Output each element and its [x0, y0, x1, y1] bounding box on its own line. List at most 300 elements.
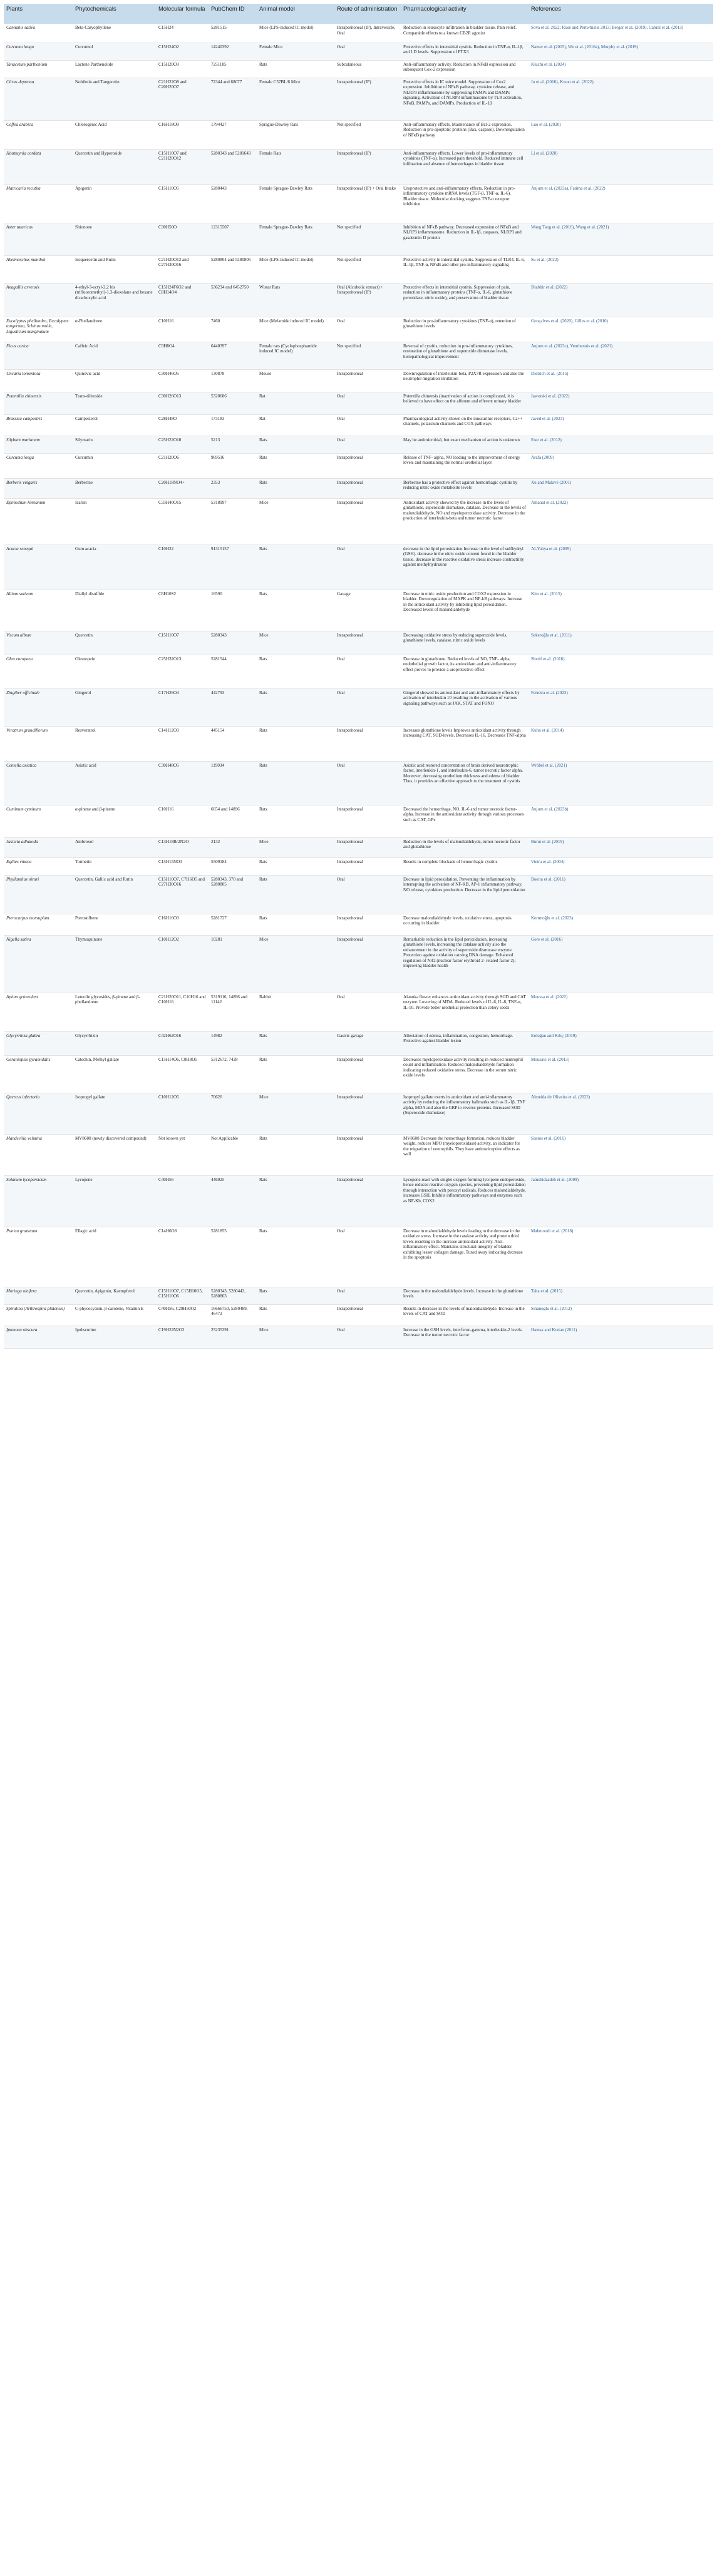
route-cell: Intraperitoneal	[334, 857, 401, 875]
pharmacological-activity-cell: Anti-inflammatory activity. Reduction in NFκB expression and subsequent Cox-2 expression	[401, 60, 529, 78]
table-row	[4, 688, 713, 726]
plant-cell: Citrus depressa	[4, 78, 73, 120]
pubchem-id-cell: 5213	[209, 436, 257, 453]
column-header-references: References	[529, 4, 713, 24]
reference-cell: Hamsa and Kuttan (2011)	[529, 1326, 713, 1348]
molecular-formula-cell: C14H12O3	[156, 726, 209, 761]
plant-cell: Veratrum grandiflorum	[4, 726, 73, 761]
plant-cell: Ipomoea obscura	[4, 1326, 73, 1348]
table-row	[4, 1175, 713, 1227]
molecular-formula-cell: C15H15NO3	[156, 857, 209, 875]
molecular-formula-cell: C20H18NO4+	[156, 478, 209, 498]
animal-model-cell: Mice (LPS-induced IC model)	[257, 24, 334, 43]
phytochemical-cell: Luteolin glycosides, β-pinene and β-phellandrene	[73, 993, 156, 1031]
reference-cell: Li et al. (2020)	[529, 149, 713, 184]
plant-cell: Viscum album	[4, 631, 73, 655]
route-cell: Oral	[334, 761, 401, 805]
pharmacological-activity-cell: Lycopene react with singlet oxygen forming lycopene endoperoxide, hence reduces reactive oxygen species, preventing lipid peroxidation through interaction with peroxyl radicals. Reduces malondialdehyde, increases GSH. Inhibits inflammatory pathways and enzymes such as NF-Kb, COX2	[401, 1175, 529, 1227]
animal-model-cell: Rats	[257, 914, 334, 935]
molecular-formula-cell: C15H10O7, C15H10O5, C15H10O6	[156, 1287, 209, 1304]
table-row	[4, 761, 713, 805]
molecular-formula-cell: C21H20O6	[156, 453, 209, 478]
reference-cell: Namer et al. (2015), Wu et al. (2016a), Murphy et al. (2019)	[529, 43, 713, 60]
pharmacological-activity-cell: Pharmacological activity shown on the muscarinic receptors, Ca++ channels, potassium channels and COX pathways	[401, 414, 529, 436]
animal-model-cell: Mice (LPS-induced IC model)	[257, 255, 334, 283]
pubchem-id-cell: 14240392	[209, 43, 257, 60]
phytochemical-cell: Icariin	[73, 498, 156, 544]
phytochemical-cell: Oleuropein	[73, 655, 156, 688]
reference-cell: Almeida de Oliveira et al. (2022)	[529, 1093, 713, 1134]
molecular-formula-cell: C14H6O8	[156, 1227, 209, 1287]
plant-cell: Tanacetum parthenium	[4, 60, 73, 78]
phytochemical-cell: α-pinene and β-pinene	[73, 805, 156, 837]
route-cell: Intraperitoneal	[334, 726, 401, 761]
animal-model-cell: Rat	[257, 414, 334, 436]
plant-cell: Abelmoschus manihot	[4, 255, 73, 283]
animal-model-cell: Rats	[257, 60, 334, 78]
route-cell: Oral	[334, 1227, 401, 1287]
reference-cell: Xu and Malavé (2001)	[529, 478, 713, 498]
pharmacological-activity-cell: Reduction in leukocyte infiltration in bladder tissue. Pain relief. Comparable effects to a known CB2R agonist	[401, 24, 529, 43]
reference-cell: Kuhn et al. (2014)	[529, 726, 713, 761]
table-row	[4, 1093, 713, 1134]
phytochemical-cell: Curcumin	[73, 453, 156, 478]
route-cell: Oral	[334, 43, 401, 60]
route-cell: Intraperitoneal	[334, 1093, 401, 1134]
phytochemical-cell: Ellagic acid	[73, 1227, 156, 1287]
phytochemical-cell: Beta-Caryophyllene	[73, 24, 156, 43]
table-row	[4, 78, 713, 120]
plant-cell: Moringa oleifera	[4, 1287, 73, 1304]
table-row	[4, 1055, 713, 1093]
phytochemical-cell: Catechin, Methyl gallate	[73, 1055, 156, 1093]
plant-cell: Punica granatum	[4, 1227, 73, 1287]
plant-cell: Nigella sativa	[4, 935, 73, 993]
reference-cell: Wang Tang et al. (2016), Wang et al. (2021)	[529, 223, 713, 255]
phytochemical-cell: Trans-tiliroside	[73, 392, 156, 414]
pharmacological-activity-cell: Inhibition of NFκB pathway. Decreased expression of NFκB and NLRP3 inflammasome. Reduction in IL-1β, caspases, NLRP3 and gasdermin D protein	[401, 223, 529, 255]
animal-model-cell: Rabbit	[257, 993, 334, 1031]
molecular-formula-cell: C30H50O	[156, 223, 209, 255]
route-cell: Oral	[334, 655, 401, 688]
reference-cell: Shabbir et al. (2022)	[529, 283, 713, 317]
route-cell: Oral	[334, 1326, 401, 1348]
pharmacological-activity-cell: Downregulation of interleukin-beta, P2X7R expression and also the neutrophil migration inhibition	[401, 369, 529, 392]
pharmacological-activity-cell: Results in decrease in the levels of malondialdehyde. Increase in the levels of CAT and SOD	[401, 1304, 529, 1326]
plant-cell: Zingiber officinale	[4, 688, 73, 726]
reference-cell: Gore et al. (2016)	[529, 935, 713, 993]
route-cell: Not specified	[334, 120, 401, 149]
animal-model-cell: Female Sprague-Dawley Rats	[257, 184, 334, 223]
phytochemical-cell: Resveratrol	[73, 726, 156, 761]
reference-cell: Anjum et al. (2023c), Vembennis et al. (2021)	[529, 342, 713, 369]
animal-model-cell: Rats	[257, 1134, 334, 1175]
table-row	[4, 1287, 713, 1304]
molecular-formula-cell: C10H12O2	[156, 935, 209, 993]
plant-cell: Apium graveolens	[4, 993, 73, 1031]
animal-model-cell: Rats	[257, 1227, 334, 1287]
pubchem-id-cell: 25235391	[209, 1326, 257, 1348]
plant-cell: Silybum marianum	[4, 436, 73, 453]
animal-model-cell: Rats	[257, 453, 334, 478]
table-row	[4, 342, 713, 369]
animal-model-cell: Sprague-Dawley Rats	[257, 120, 334, 149]
plant-cell: Phyllanthus niruri	[4, 875, 73, 914]
molecular-formula-cell: C13H18Br2N2O	[156, 837, 209, 857]
table-row	[4, 1227, 713, 1287]
phytochemical-cell: Quercetin	[73, 631, 156, 655]
phytochemical-cell: Lycopene	[73, 1175, 156, 1227]
plant-cell: Glycyrrhiza glabra	[4, 1031, 73, 1055]
pubchem-id-cell: 5318997	[209, 498, 257, 544]
pharmacological-activity-cell: Gingerol showed its antioxidant and anti-inflammatory effects by activation of interleukin 10 resulting in the activation of various signaling pathways such as JAK, STAT and FOXO	[401, 688, 529, 726]
phytochemical-cell: Nobiletin and Tangeretin	[73, 78, 156, 120]
table-row	[4, 149, 713, 184]
reference-cell: Sekeroğlu et al. (2011)	[529, 631, 713, 655]
pharmacological-activity-cell: Decrease in glutathione. Reduced levels of NO, TNF- alpha, endothelial growth factor, its antioxidant and anti-inflammatory effect proves to provide a uroprotective effect	[401, 655, 529, 688]
plant-cell: Coffea arabica	[4, 120, 73, 149]
table-row	[4, 498, 713, 544]
route-cell: Not specified	[334, 223, 401, 255]
table-row	[4, 369, 713, 392]
pharmacological-activity-cell: decrease in the lipid peroxidation Increase in the level of sulfhydryl (GSH). decrease in the nitric oxide content found in the bladder tissue. decrease in the reactive oxidative stress increase contractility against methylhydrazine	[401, 544, 529, 590]
animal-model-cell: Mice	[257, 935, 334, 993]
route-cell: Oral	[334, 688, 401, 726]
molecular-formula-cell: C42H62O16	[156, 1031, 209, 1055]
molecular-formula-cell: C25H22O10	[156, 436, 209, 453]
animal-model-cell: Rats	[257, 1175, 334, 1227]
plant-cell: Epimedium koreanum	[4, 498, 73, 544]
pubchem-id-cell: 5281515	[209, 24, 257, 43]
molecular-formula-cell: C16H16O3	[156, 914, 209, 935]
table-row	[4, 478, 713, 498]
animal-model-cell: Rats	[257, 857, 334, 875]
animal-model-cell: Rats	[257, 1031, 334, 1055]
reference-cell: Kim et al. (2015)	[529, 590, 713, 631]
table-row	[4, 414, 713, 436]
route-cell: Oral	[334, 544, 401, 590]
animal-model-cell: Mice	[257, 837, 334, 857]
plant-cell: Cuminum cyminum	[4, 805, 73, 837]
pharmacological-activity-cell: Decreasing oxidative stress by reducing superoxide levels, glutathione levels, catalase, nitric oxide levels	[401, 631, 529, 655]
table-row	[4, 726, 713, 761]
reference-cell: Vieira et al. (2004)	[529, 857, 713, 875]
phytochemical-cell: 4-ethyl-3-octyl-2,2 bis (trifluoromethyl)-1,3-dioxolane and hexane dicarboxylic acid	[73, 283, 156, 317]
phytochemicals-table	[4, 4, 713, 1349]
animal-model-cell: Rats	[257, 1304, 334, 1326]
pharmacological-activity-cell: Release of TNF- alpha, NO leading to the improvement of energy levels and maintaining the normal urothelial layer	[401, 453, 529, 478]
pharmacological-activity-cell: Decrease in lipid peroxidation. Preventing the inflammation by interrupting the activation of NF-KB, AP-1 inflammatory pathway, NO release, cytokines production. Decrease in the lipid peroxidation	[401, 875, 529, 914]
phytochemical-cell: MV8608 (newly discovered compound)	[73, 1134, 156, 1175]
molecular-formula-cell: C15H24F6O2 and C8H14O4	[156, 283, 209, 317]
pharmacological-activity-cell: Berberine has a protective effect against hemorrhagic cystitis by reducing nitric oxide metabolite levels	[401, 478, 529, 498]
reference-cell: Boeira et al. (2011)	[529, 875, 713, 914]
reference-cell: Javed et al. (2023)	[529, 414, 713, 436]
animal-model-cell: Mice	[257, 1093, 334, 1134]
route-cell: Intraperitoneal	[334, 1055, 401, 1093]
pubchem-id-cell: 10281	[209, 935, 257, 993]
molecular-formula-cell: C28H48O	[156, 414, 209, 436]
table-row	[4, 120, 713, 149]
reference-cell: Kertmoğlu et al. (2023)	[529, 914, 713, 935]
pharmacological-activity-cell: Antioxidant activity showed by the increase in the levels of glutathione, superoxide dismutase, catalase. Decrease in the levels of malondialdehyde, NO and myeloperoxidase activity. Decrease in the production of interleukin-beta and tumor necrotic factor	[401, 498, 529, 544]
pharmacological-activity-cell: Alleviation of edema, inflammation, congestion, hemorrhage. Protective against bladder lesion	[401, 1031, 529, 1055]
animal-model-cell: Rats	[257, 544, 334, 590]
pubchem-id-cell: 5280804 and 5280805	[209, 255, 257, 283]
reference-cell: Sherif et al. (2016)	[529, 655, 713, 688]
table-row	[4, 436, 713, 453]
molecular-formula-cell: C10H16	[156, 317, 209, 342]
table-row	[4, 875, 713, 914]
route-cell: Oral	[334, 1287, 401, 1304]
reference-cell: Su et al. (2022)	[529, 255, 713, 283]
animal-model-cell: Mice (Mefamide induced IC model)	[257, 317, 334, 342]
route-cell: Oral	[334, 436, 401, 453]
pubchem-id-cell: Not Applicable	[209, 1134, 257, 1175]
route-cell: Intraperitoneal	[334, 914, 401, 935]
reference-cell: Arafa (2009)	[529, 453, 713, 478]
route-cell: Intraperitoneal	[334, 805, 401, 837]
pharmacological-activity-cell: Decreased the hemorrhage, NO, IL-6 and tumor necrotic factor-alpha. Increase in the antioxidant activity through various processes such as CAT, GPx	[401, 805, 529, 837]
route-cell: Oral (Alcoholic extract) + Intraperitoneal (IP)	[334, 283, 401, 317]
plant-cell: Berberis vulgaris	[4, 478, 73, 498]
route-cell: Intraperitoneal	[334, 1175, 401, 1227]
reference-cell: Mahmoodi et al. (2018)	[529, 1227, 713, 1287]
pubchem-id-cell: 6654 and 14896	[209, 805, 257, 837]
reference-cell: Mousavi et al. (2013)	[529, 1055, 713, 1093]
phytochemical-cell: Apigenin	[73, 184, 156, 223]
pubchem-id-cell: 72344 and 68077	[209, 78, 257, 120]
pubchem-id-cell: 5281544	[209, 655, 257, 688]
phytochemical-cell: Berberine	[73, 478, 156, 498]
table-row	[4, 223, 713, 255]
molecular-formula-cell: C17H26O4	[156, 688, 209, 726]
pubchem-id-cell: 119034	[209, 761, 257, 805]
pharmacological-activity-cell: Reduction in the levels of malondialdehyde, tumor necrotic factor and glutathione	[401, 837, 529, 857]
plant-cell: Houttuynia cordata	[4, 149, 73, 184]
pharmacological-activity-cell: Results in complete blockade of hemorrhagic cystitis	[401, 857, 529, 875]
pubchem-id-cell: 130878	[209, 369, 257, 392]
route-cell: Not specified	[334, 255, 401, 283]
table-row	[4, 255, 713, 283]
pharmacological-activity-cell: Uroprotective and anti-inflammatory effects. Reduction in pro-inflammatory cytokine mRNA levels (TGF-β, TNF-α, IL-6). Bladder tissue. Molecular docking suggests TNF-α receptor inhibition	[401, 184, 529, 223]
animal-model-cell: Female rats (Cyclophosphamide induced IC model)	[257, 342, 334, 369]
phytochemical-cell: Tormetin	[73, 857, 156, 875]
phytochemical-cell: α-Phellandrene	[73, 317, 156, 342]
reference-cell: Luo et al. (2020)	[529, 120, 713, 149]
pharmacological-activity-cell: Decrease in malondialdehyde levels leading to the decrease in the oxidative stress. Increase in the catalase activity and protein thiol levels resulting in the increase antioxidant activity. Anti-inflammatory effect. Maintains structural integrity of bladder exhibiting lesser collagen damage. Tuned away indicating decrease in the apoptosis	[401, 1227, 529, 1287]
pubchem-id-cell: 12315507	[209, 223, 257, 255]
route-cell: Oral	[334, 875, 401, 914]
pharmacological-activity-cell: Decrease in nitric oxide production and COX2 expression in bladder. Downregulation of MAPK and NF-kB pathways. Increase in the antioxidant activity by inhibiting lipid peroxidation. Decreased levels of malondialdehyde	[401, 590, 529, 631]
route-cell: Intraperitoneal	[334, 631, 401, 655]
molecular-formula-cell: C15H14O6, C8H8O5	[156, 1055, 209, 1093]
table-row	[4, 317, 713, 342]
plant-cell: Brassica campestris	[4, 414, 73, 436]
column-header-plants: Plants	[4, 4, 73, 24]
pharmacological-activity-cell: Decreases myeloperoxidase activity resulting in reduced neutrophil count and inflammation. Reduced malondialdehyde formation indicating reduced oxidative stress. Decrease in the serum nitric oxide levels	[401, 1055, 529, 1093]
table-row	[4, 935, 713, 993]
table-row	[4, 631, 713, 655]
animal-model-cell: Mouse	[257, 369, 334, 392]
phytochemical-cell: Isoquercetin and Rutin	[73, 255, 156, 283]
plant-cell: Geraniopsis pyramidalis	[4, 1055, 73, 1093]
pubchem-id-cell: 5280343	[209, 631, 257, 655]
phytochemical-cell: Lactone Parthenolide	[73, 60, 156, 78]
pharmacological-activity-cell: Protective effects in IC mice model. Suppression of Cox2 expression. Inhibition of NFκB pathway, cytokine release, and NLRP3 inflammasome by suppressing PAMPs and DAMPs signaling. Activation of NLRP3 inflammasome by TLR activation, NFκB, PAMPs, and DAMPs. Production of IL-1β	[401, 78, 529, 120]
animal-model-cell: Rats	[257, 688, 334, 726]
route-cell: Oral	[334, 993, 401, 1031]
phytochemical-cell: Ambroxol	[73, 837, 156, 857]
reference-cell: Al-Yahya et al. (2009)	[529, 544, 713, 590]
pubchem-id-cell: 5280343 and 5281643	[209, 149, 257, 184]
animal-model-cell: Female Sprague-Dawley Rats	[257, 223, 334, 255]
route-cell: Gavage	[334, 590, 401, 631]
pubchem-id-cell: 5312672, 7428	[209, 1055, 257, 1093]
animal-model-cell: Wistar Rats	[257, 283, 334, 317]
plant-cell: Curcuma longa	[4, 43, 73, 60]
reference-cell: Sinanoglu et al. (2012)	[529, 1304, 713, 1326]
route-cell: Oral	[334, 414, 401, 436]
table-row	[4, 60, 713, 78]
plant-cell: Olea europaea	[4, 655, 73, 688]
animal-model-cell: Rats	[257, 478, 334, 498]
pharmacological-activity-cell: Protective activity in interstitial cystitis. Suppression of TLR4, IL-6, IL-1β, TNF-α, NFκB and other pro-inflammatory signaling	[401, 255, 529, 283]
molecular-formula-cell: C33H40O15	[156, 498, 209, 544]
plant-cell: Potentilla chinensis	[4, 392, 73, 414]
pubchem-id-cell: 1794427	[209, 120, 257, 149]
phytochemical-cell: Diallyl disulfide	[73, 590, 156, 631]
plant-cell: Anagallis arvensis	[4, 283, 73, 317]
route-cell: Oral	[334, 392, 401, 414]
animal-model-cell: Female C57BL/6 Mice	[257, 78, 334, 120]
table-row	[4, 914, 713, 935]
pubchem-id-cell: 5320686	[209, 392, 257, 414]
phytochemical-cell: Quercetin, Gallic acid and Rutin	[73, 875, 156, 914]
table-row	[4, 857, 713, 875]
pubchem-id-cell: 5281855	[209, 1227, 257, 1287]
animal-model-cell: Rats	[257, 1055, 334, 1093]
route-cell: Intraperitoneal	[334, 1304, 401, 1326]
route-cell: Gastric gavage	[334, 1031, 401, 1055]
pharmacological-activity-cell: Anti-inflammatory effects. Lower levels of pro-inflammatory cytokines (TNF-α). Increased pain threshold. Reduced immune cell infiltration and absence of hemorrhages in bladder tissue	[401, 149, 529, 184]
phytochemical-cell: Caffeic Acid	[73, 342, 156, 369]
pubchem-id-cell: 7251185	[209, 60, 257, 78]
phytochemical-cell: Pterostilbene	[73, 914, 156, 935]
reference-cell: Kiuchi et al. (2024)	[529, 60, 713, 78]
table-row	[4, 993, 713, 1031]
molecular-formula-cell: C40H56	[156, 1175, 209, 1227]
reference-cell: Burut et al. (2019)	[529, 837, 713, 857]
phytochemical-cell: Gingerol	[73, 688, 156, 726]
pubchem-id-cell: 5280343, 370 and 5280805	[209, 875, 257, 914]
route-cell: Intraperitoneal	[334, 453, 401, 478]
table-row	[4, 43, 713, 60]
animal-model-cell: Rat	[257, 392, 334, 414]
route-cell: Intraperitoneal (IP)	[334, 78, 401, 120]
route-cell: Intraperitoneal	[334, 1134, 401, 1175]
pharmacological-activity-cell: Reduction in pro-inflammatory cytokines (TNF-α), retention of glutathione levels	[401, 317, 529, 342]
pubchem-id-cell: 5281727	[209, 914, 257, 935]
pubchem-id-cell: 969516	[209, 453, 257, 478]
phytochemical-cell: Ipobscurine	[73, 1326, 156, 1348]
pubchem-id-cell: 442793	[209, 688, 257, 726]
table-row	[4, 805, 713, 837]
molecular-formula-cell: C6H10S2	[156, 590, 209, 631]
animal-model-cell: Rats	[257, 590, 334, 631]
pharmacological-activity-cell: Alanoka flower enhances antioxidant activity through SOD and CAT enzyme. Lowering of MDA. Reduced levels of IL-6, IL-8, TNF-α, IL-10. Provide better urothelial protection than celery seeds	[401, 993, 529, 1031]
animal-model-cell: Mice	[257, 498, 334, 544]
table-row	[4, 544, 713, 590]
phytochemical-cell: Curcumol	[73, 43, 156, 60]
molecular-formula-cell: C30H26O13	[156, 392, 209, 414]
pharmacological-activity-cell: Decrease malondialdehyde levels, oxidative stress, apoptosis occurring in bladder	[401, 914, 529, 935]
animal-model-cell: Rats	[257, 875, 334, 914]
molecular-formula-cell: C30H46O5	[156, 369, 209, 392]
route-cell: Subcutaneous	[334, 60, 401, 78]
table-row	[4, 453, 713, 478]
pubchem-id-cell: 5280443	[209, 184, 257, 223]
reference-cell: Santos et al. (2016)	[529, 1134, 713, 1175]
reference-cell: Sova et al. 2022; Rosé and Pertwhistle 2013; Berger et al. (2019), Cabral et al. (2013)	[529, 24, 713, 43]
pharmacological-activity-cell: Protective effects in interstitial cystitis. Suppression of pain, reduction in inflammatory proteins (TNF-α, IL-6, glutathione peroxidase, nitric oxide), and preservation of bladder tissue	[401, 283, 529, 317]
plant-cell: Solanum lycopersicum	[4, 1175, 73, 1227]
molecular-formula-cell: C15H10O5	[156, 184, 209, 223]
table-row	[4, 837, 713, 857]
table-body	[4, 24, 713, 1348]
phytochemical-cell: Chlorogenic Acid	[73, 120, 156, 149]
reference-cell: Anjum et al. (2023b)	[529, 805, 713, 837]
pharmacological-activity-cell: May be antimicrobial, but exact mechanism of action is unknown	[401, 436, 529, 453]
animal-model-cell: Rats	[257, 655, 334, 688]
plant-cell: Eglites vinoca	[4, 857, 73, 875]
header-row	[4, 4, 713, 24]
molecular-formula-cell: C10H12O5	[156, 1093, 209, 1134]
animal-model-cell: Female Mice	[257, 43, 334, 60]
pubchem-id-cell: 173183	[209, 414, 257, 436]
column-header-route: Route of administration	[334, 4, 401, 24]
molecular-formula-cell: C40H56, C29H50O2	[156, 1304, 209, 1326]
phytochemical-cell: Quercetin, Apigenin, Kaempferol	[73, 1287, 156, 1304]
table-row	[4, 392, 713, 414]
molecular-formula-cell: C10H22	[156, 544, 209, 590]
animal-model-cell: Rats	[257, 436, 334, 453]
pubchem-id-cell: 446925	[209, 1175, 257, 1227]
plant-cell: Mandevilla velutina	[4, 1134, 73, 1175]
pubchem-id-cell: 7460	[209, 317, 257, 342]
plant-cell: Cannabis sativa	[4, 24, 73, 43]
animal-model-cell: Rats	[257, 1287, 334, 1304]
animal-model-cell: Mice	[257, 1326, 334, 1348]
table-row	[4, 1304, 713, 1326]
plant-cell: Quercus infectoria	[4, 1093, 73, 1134]
table-header	[4, 4, 713, 24]
plant-cell: Eucalyptus phellandra, Eucalyptus tangerana, Schinus molle, Ligusticum marginatum	[4, 317, 73, 342]
reference-cell: Wróbel et al. (2021)	[529, 761, 713, 805]
route-cell: Intraperitoneal	[334, 498, 401, 544]
molecular-formula-cell: C21H20O11, C10H16 and C10H16	[156, 993, 209, 1031]
reference-cell: Anjum et al. (2023a), Fatima et al. (2022)	[529, 184, 713, 223]
pubchem-id-cell: 91315157	[209, 544, 257, 590]
pubchem-id-cell: 5509184	[209, 857, 257, 875]
pharmacological-activity-cell: MV8608 Decrease the hemorrhage formation, reduces bladder weight, reduces MPO (myeloperoxidase) activity, an indicator for the migration of neutrophils. They have antinociceptive effects as well	[401, 1134, 529, 1175]
phytochemical-cell: Asiatic acid	[73, 761, 156, 805]
plant-cell: Spirulina (Arthrospira platensis)	[4, 1304, 73, 1326]
column-header-animal-model: Animal model	[257, 4, 334, 24]
route-cell: Intraperitoneal (IP) + Oral Intake	[334, 184, 401, 223]
molecular-formula-cell: C19H22N2O2	[156, 1326, 209, 1348]
molecular-formula-cell: C21H22O8 and C20H20O7	[156, 78, 209, 120]
